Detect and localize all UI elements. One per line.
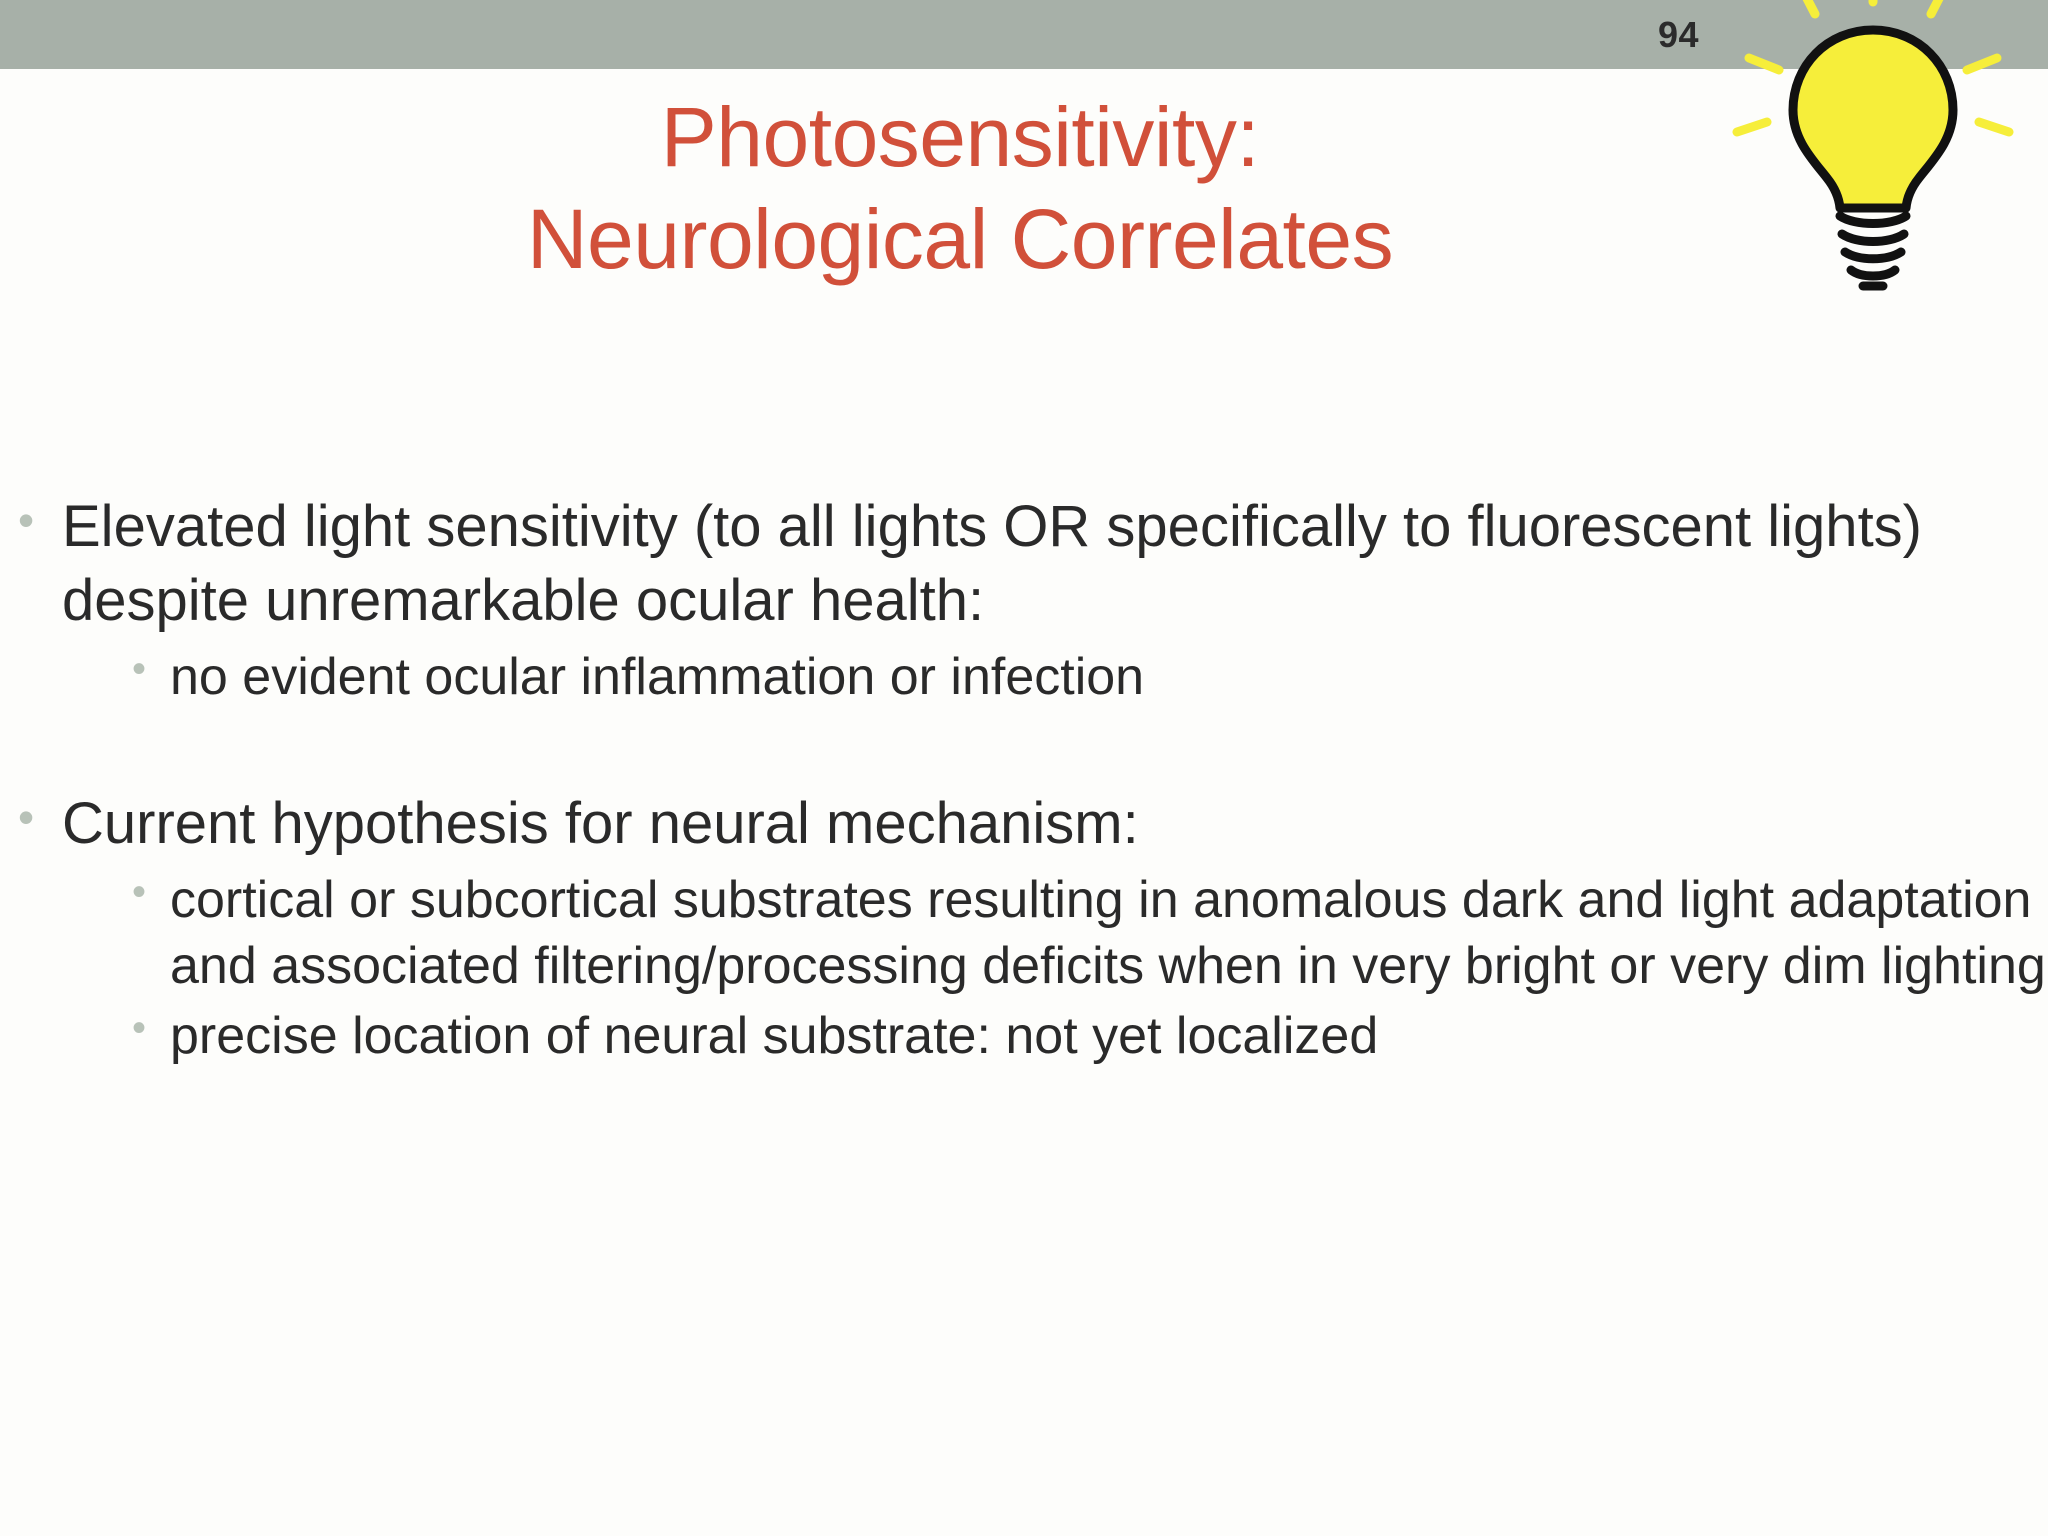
title-line-2: Neurological Correlates [526,192,1394,287]
slide-body [0,490,2048,1073]
slide-number: 94 [1657,14,1699,55]
lightbulb-icon [1723,0,2023,312]
sub-bullet-list [62,867,2048,1069]
title-line-1: Photosensitivity: [660,90,1260,184]
list-item: • no evident ocular inflammation or infection [122,644,2048,710]
sub-bullet-list [62,644,2048,710]
bullet-text: • Elevated light sensitivity (to all lights OR specifically to fluorescent lights) despite unremarkable ocular health: [62,494,1922,634]
list-item: • cortical or subcortical substrates resulting in anomalous dark and light adaptation and associated filtering/processing deficits when in very bright or very dim lighting [122,867,2048,999]
list-item [0,787,2048,1069]
list-item: • precise location of neural substrate: not yet localized [122,1003,2048,1069]
spacer [0,715,2048,787]
bullet-text: • Current hypothesis for neural mechanism: [62,790,1139,856]
bullet-list [0,490,2048,1069]
page-title [120,86,1800,291]
list-item [0,490,2048,711]
